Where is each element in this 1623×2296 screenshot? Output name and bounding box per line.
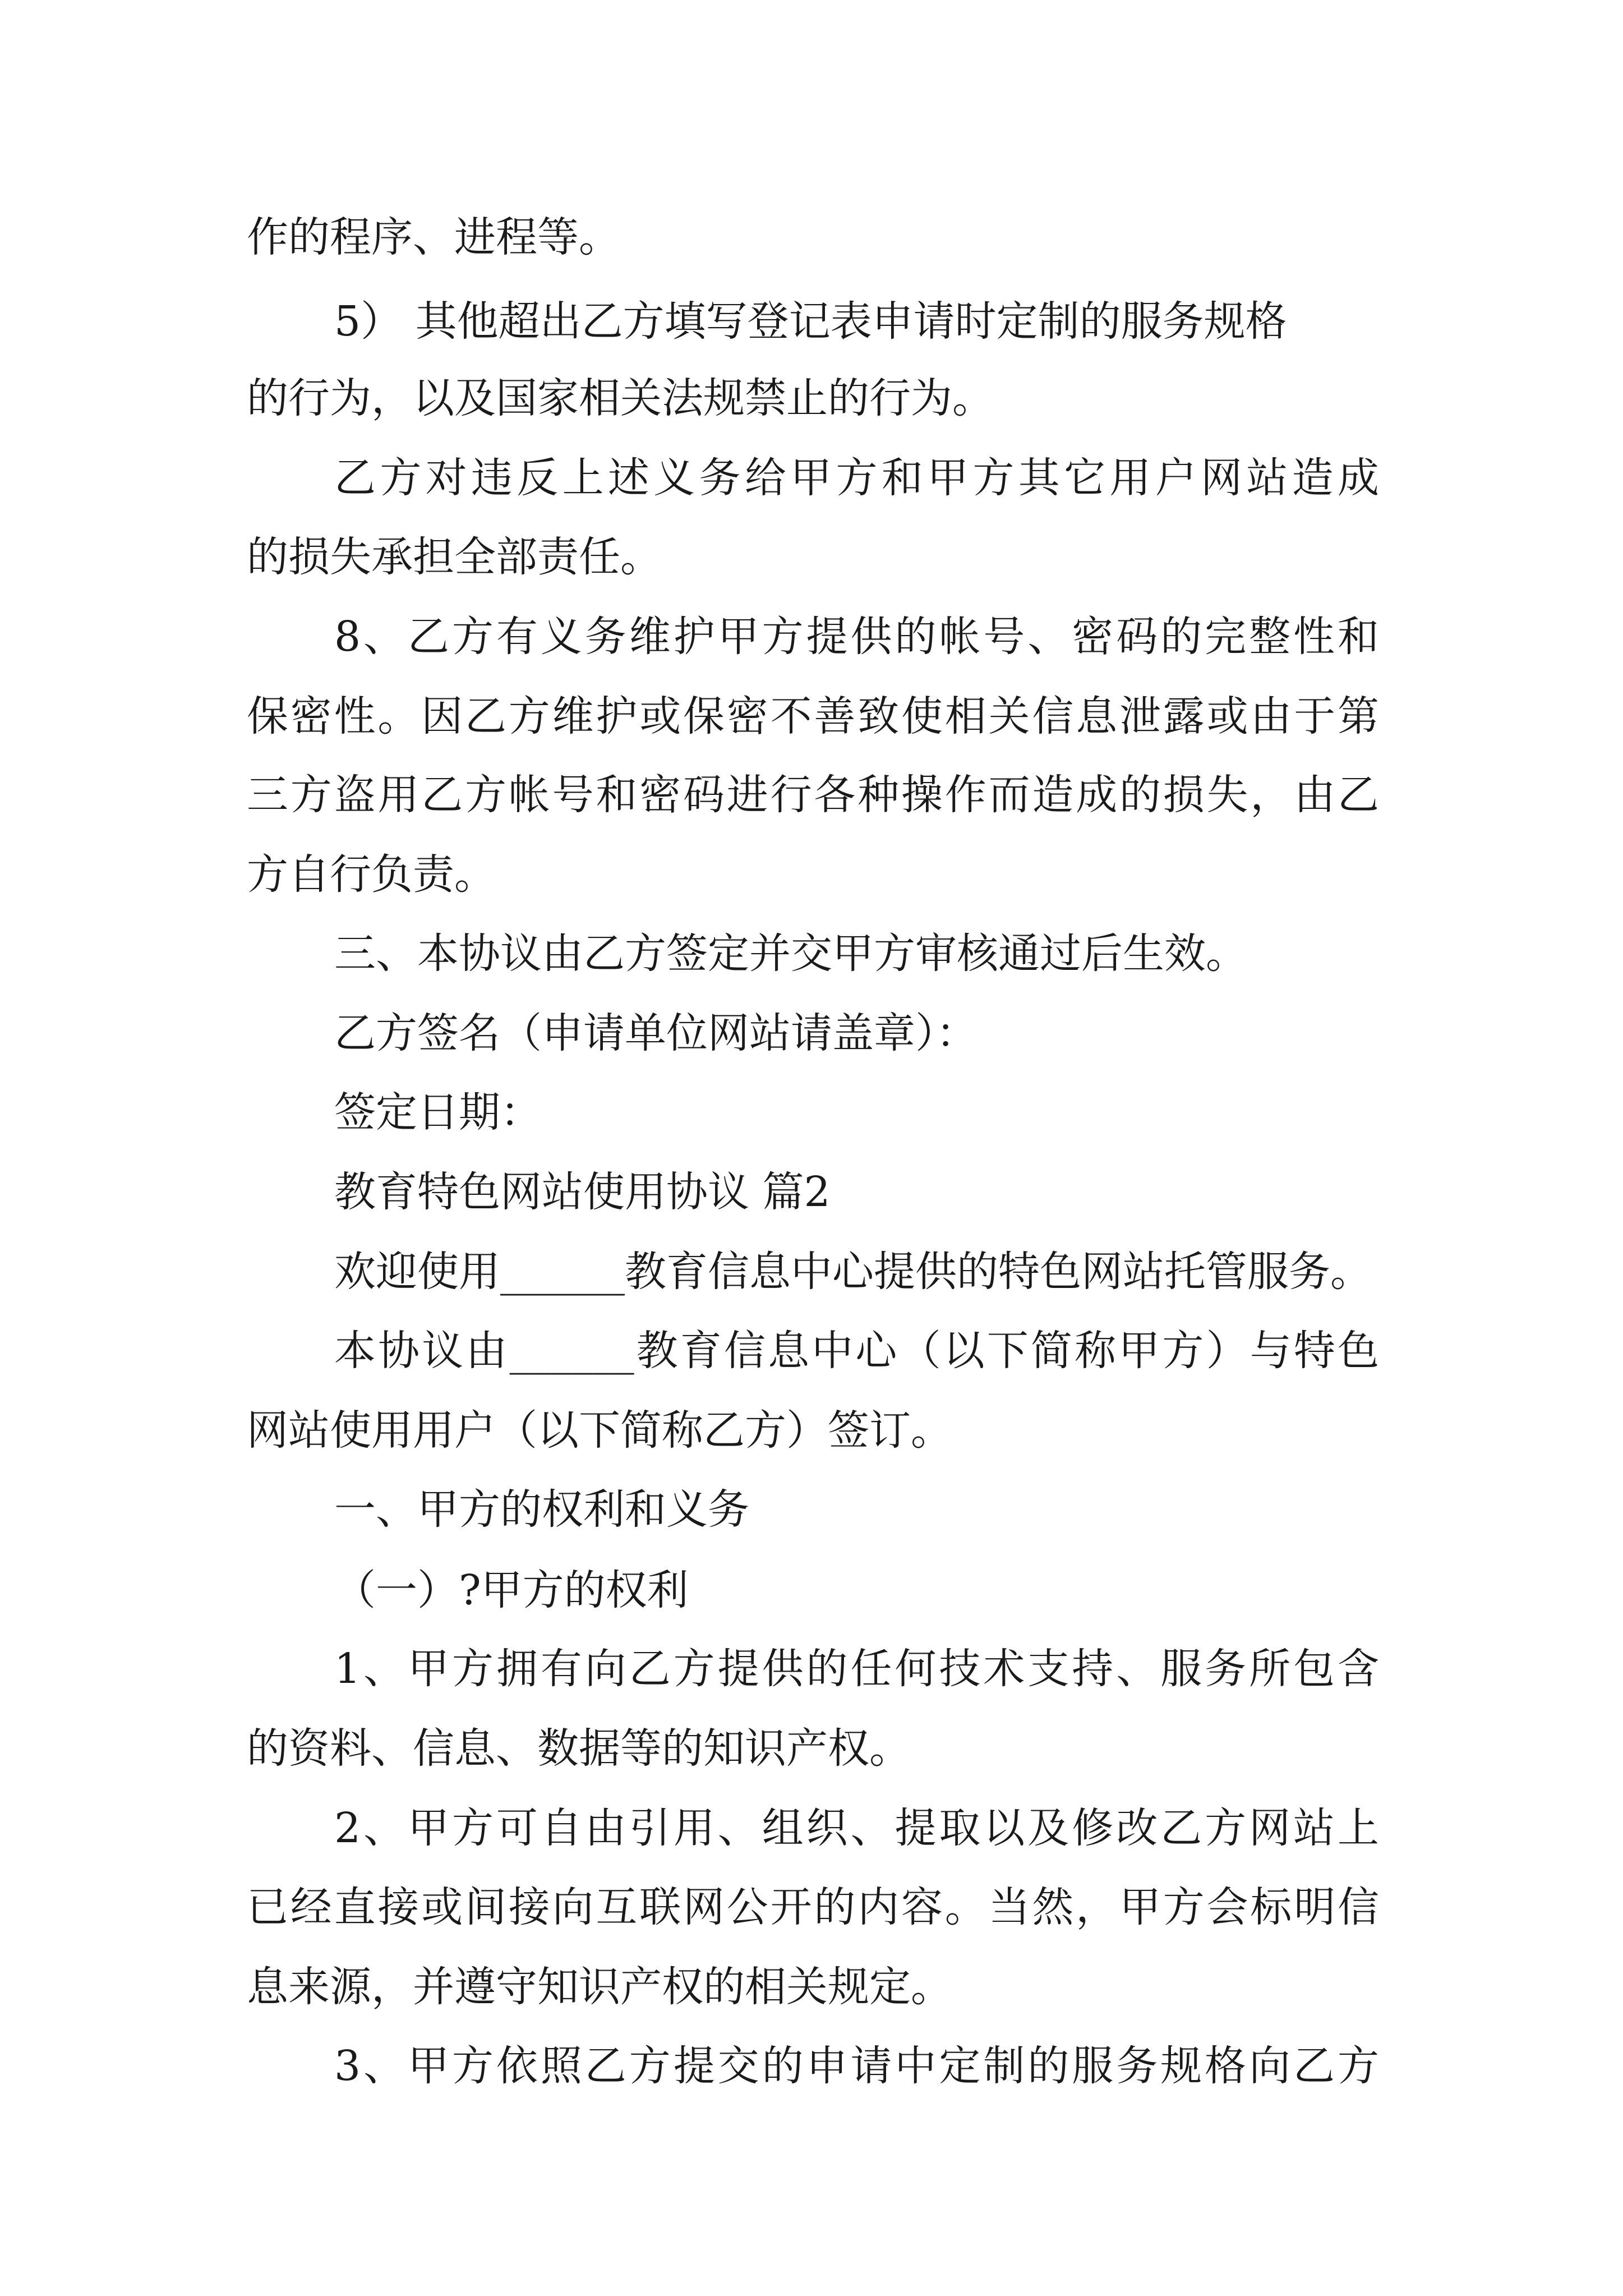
text-line: 2、甲方可自由引用、组织、提取以及修改乙方网站上 <box>334 1804 1379 1852</box>
text-line: 8、乙方有义务维护甲方提供的帐号、密码的完整性和 <box>334 613 1379 661</box>
text-line: 方自行负责。 <box>247 850 496 899</box>
text-line: 签定日期： <box>334 1088 542 1137</box>
text-line: 已经直接或间接向互联网公开的内容。当然，甲方会标明信 <box>247 1883 1379 1931</box>
section-heading: 教育特色网站使用协议 篇2 <box>334 1168 831 1216</box>
text-line: 网站使用用户（以下简称乙方）签订。 <box>247 1406 952 1455</box>
text-line: 3、甲方依照乙方提交的申请中定制的服务规格向乙方 <box>334 2042 1379 2090</box>
text-line: 的损失承担全部责任。 <box>247 533 662 581</box>
text-line: （一）?甲方的权利 <box>334 1566 689 1614</box>
text-line: 三方盗用乙方帐号和密码进行各种操作而造成的损失，由乙 <box>247 771 1379 819</box>
text-line: 的行为，以及国家相关法规禁止的行为。 <box>247 374 994 422</box>
text-line: 乙方对违反上述义务给甲方和甲方其它用户网站造成 <box>334 454 1379 502</box>
text-line: 的资料、信息、数据等的知识产权。 <box>247 1724 911 1773</box>
text-line: 一、甲方的权利和义务 <box>334 1485 749 1534</box>
text-line: 乙方签名（申请单位网站请盖章）： <box>334 1009 978 1057</box>
text-line: 5） 其他超出乙方填写登记表申请时定制的服务规格 <box>334 297 1287 346</box>
text-line: 1、甲方拥有向乙方提供的任何技术支持、服务所包含 <box>334 1645 1379 1693</box>
text-line: 息来源，并遵守知识产权的相关规定。 <box>247 1963 952 2011</box>
text-line: 作的程序、进程等。 <box>247 213 620 261</box>
text-line: 保密性。因乙方维护或保密不善致使相关信息泄露或由于第 <box>247 692 1379 740</box>
text-line: 三、本协议由乙方签定并交甲方审核通过后生效。 <box>334 930 1247 978</box>
text-line: 欢迎使用______教育信息中心提供的特色网站托管服务。 <box>334 1248 1372 1296</box>
text-line: 本协议由______教育信息中心（以下简称甲方）与特色 <box>334 1327 1379 1375</box>
